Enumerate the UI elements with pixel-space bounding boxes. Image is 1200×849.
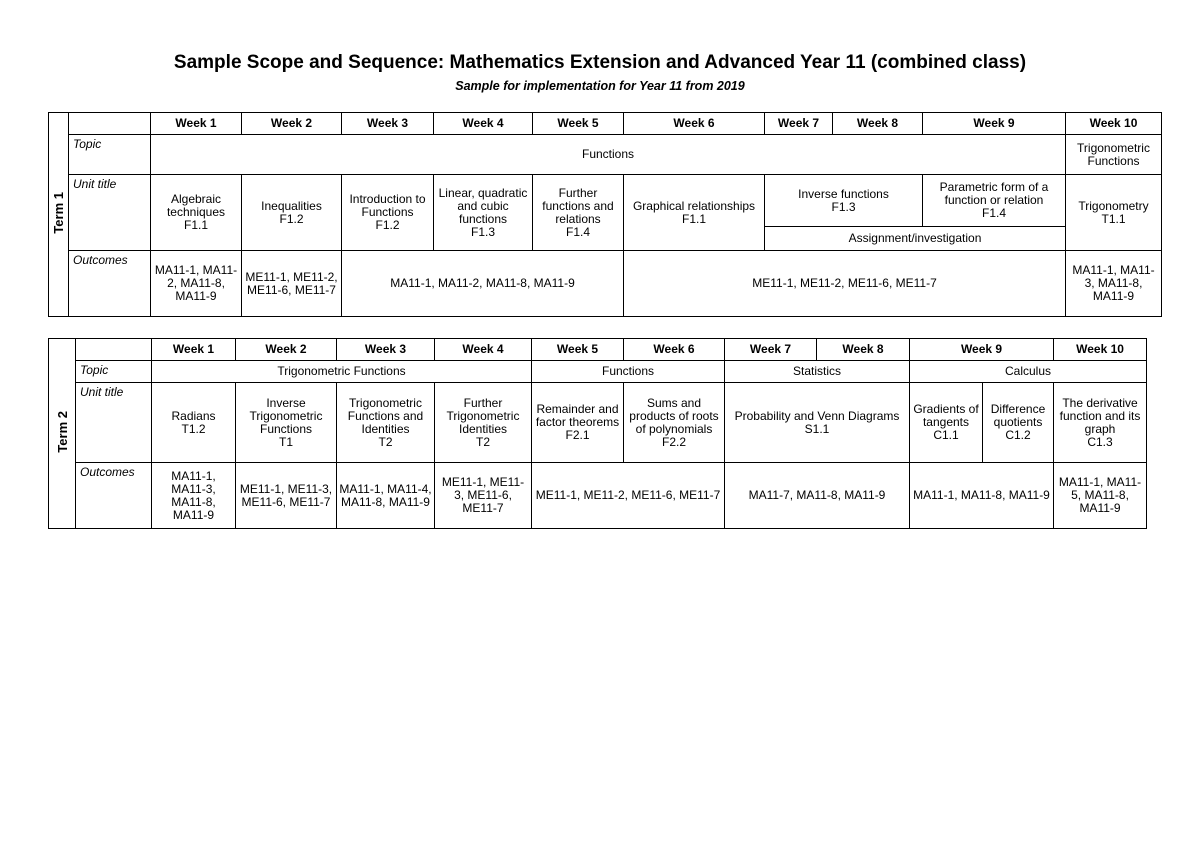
topic-cell: Statistics	[725, 361, 910, 383]
unit-cell: The derivative function and its graph C1.3	[1054, 383, 1147, 463]
outcome-cell: MA11-1, MA11-4, MA11-8, MA11-9	[337, 463, 435, 529]
unit-cell: Inequalities F1.2	[242, 175, 342, 251]
unit-cell: Parametric form of a function or relation F1.4	[923, 175, 1066, 227]
topic-cell: Calculus	[910, 361, 1147, 383]
row-label-outcomes: Outcomes	[69, 251, 151, 317]
row-label-topic: Topic	[76, 361, 152, 383]
week-header: Week 4	[434, 113, 533, 135]
week-header: Week 7	[725, 339, 817, 361]
corner-cell	[76, 339, 152, 361]
page-subtitle: Sample for implementation for Year 11 from 2019	[455, 79, 745, 93]
row-label-outcomes: Outcomes	[76, 463, 152, 529]
outcome-cell: ME11-1, ME11-2, ME11-6, ME11-7	[532, 463, 725, 529]
unit-cell: Linear, quadratic and cubic functions F1.3	[434, 175, 533, 251]
week-header: Week 3	[337, 339, 435, 361]
week-header: Week 5	[533, 113, 624, 135]
outcome-cell: MA11-1, MA11-8, MA11-9	[910, 463, 1054, 529]
term1-table	[48, 112, 1162, 317]
unit-cell: Radians T1.2	[152, 383, 236, 463]
unit-cell: Remainder and factor theorems F2.1	[532, 383, 624, 463]
row-label-topic: Topic	[69, 135, 151, 175]
unit-cell: Inverse Trigonometric Functions T1	[236, 383, 337, 463]
outcome-cell: ME11-1, ME11-2, ME11-6, ME11-7	[624, 251, 1066, 317]
week-header: Week 6	[624, 339, 725, 361]
unit-cell: Algebraic techniques F1.1	[151, 175, 242, 251]
unit-cell: Trigonometry T1.1	[1066, 175, 1162, 251]
week-header: Week 1	[152, 339, 236, 361]
week-header: Week 4	[435, 339, 532, 361]
unit-cell: Sums and products of roots of polynomials F2.2	[624, 383, 725, 463]
topic-cell: Trigonometric Functions	[1066, 135, 1162, 175]
outcome-cell: MA11-1, MA11-3, MA11-8, MA11-9	[152, 463, 236, 529]
week-header: Week 8	[817, 339, 910, 361]
week-header: Week 1	[151, 113, 242, 135]
corner-cell	[69, 113, 151, 135]
week-header: Week 10	[1054, 339, 1147, 361]
outcome-cell: MA11-1, MA11-2, MA11-8, MA11-9	[151, 251, 242, 317]
outcome-cell: ME11-1, ME11-3, ME11-6, ME11-7	[435, 463, 532, 529]
week-header: Week 8	[833, 113, 923, 135]
page-title: Sample Scope and Sequence: Mathematics Extension and Advanced Year 11 (combined class)	[173, 52, 1027, 73]
unit-cell: Gradients of tangents C1.1	[910, 383, 983, 463]
term2-label-cell	[49, 339, 76, 529]
term2-label: Term 2	[54, 411, 70, 453]
term2-table	[48, 338, 1147, 529]
term1-label-cell	[49, 113, 69, 317]
unit-cell: Graphical relationships F1.1	[624, 175, 765, 251]
assignment-cell: Assignment/investigation	[765, 227, 1066, 251]
term1-label: Term 1	[51, 192, 66, 234]
unit-cell: Difference quotients C1.2	[983, 383, 1054, 463]
week-header: Week 2	[242, 113, 342, 135]
week-header: Week 6	[624, 113, 765, 135]
unit-cell: Trigonometric Functions and Identities T2	[337, 383, 435, 463]
row-label-unit-title: Unit title	[76, 383, 152, 463]
week-header: Week 5	[532, 339, 624, 361]
outcome-cell: MA11-1, MA11-3, MA11-8, MA11-9	[1066, 251, 1162, 317]
topic-cell: Functions	[532, 361, 725, 383]
unit-cell: Further functions and relations F1.4	[533, 175, 624, 251]
week-header: Week 2	[236, 339, 337, 361]
row-label-unit-title: Unit title	[69, 175, 151, 251]
outcome-cell: MA11-1, MA11-5, MA11-8, MA11-9	[1054, 463, 1147, 529]
week-header: Week 3	[342, 113, 434, 135]
week-header: Week 9	[923, 113, 1066, 135]
unit-cell: Probability and Venn Diagrams S1.1	[725, 383, 910, 463]
week-header: Week 9	[910, 339, 1054, 361]
unit-cell: Further Trigonometric Identities T2	[435, 383, 532, 463]
topic-cell: Functions	[151, 135, 1066, 175]
topic-cell: Trigonometric Functions	[152, 361, 532, 383]
outcome-cell: ME11-1, ME11-2, ME11-6, ME11-7	[242, 251, 342, 317]
week-header: Week 7	[765, 113, 833, 135]
outcome-cell: MA11-1, MA11-2, MA11-8, MA11-9	[342, 251, 624, 317]
unit-cell: Introduction to Functions F1.2	[342, 175, 434, 251]
outcome-cell: ME11-1, ME11-3, ME11-6, ME11-7	[236, 463, 337, 529]
outcome-cell: MA11-7, MA11-8, MA11-9	[725, 463, 910, 529]
week-header: Week 10	[1066, 113, 1162, 135]
unit-cell: Inverse functions F1.3	[765, 175, 923, 227]
